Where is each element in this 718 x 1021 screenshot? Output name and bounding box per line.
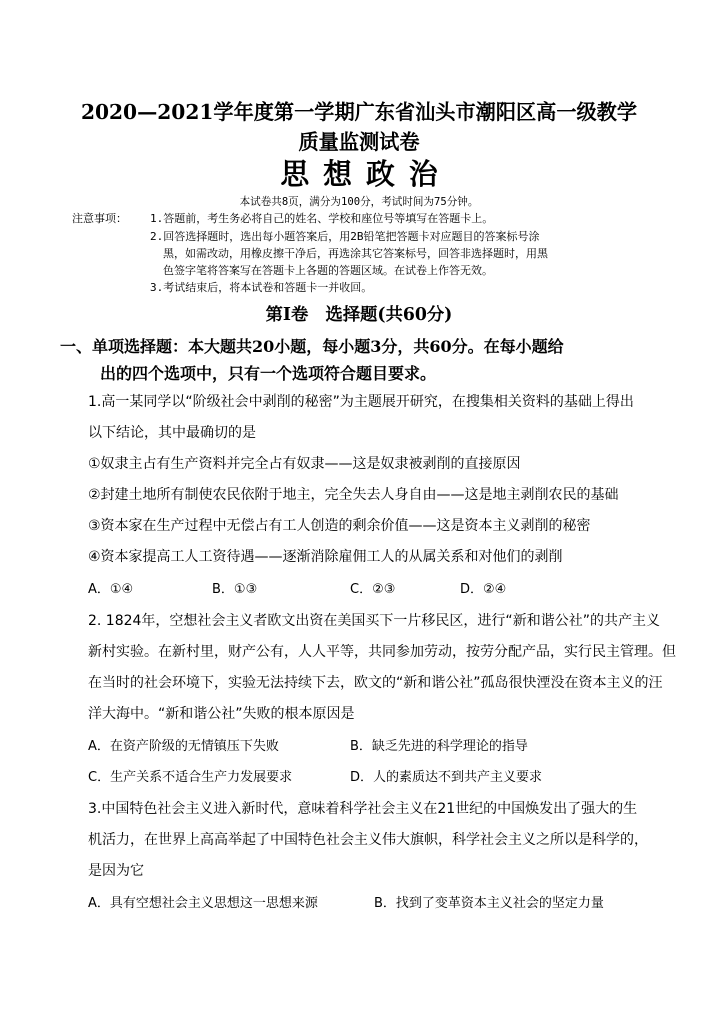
notice-line: 3.考试结束后，将本试卷和答题卡一并收回。 bbox=[150, 281, 373, 294]
question-3-option-b: B．找到了变革资本主义社会的坚定力量 bbox=[374, 896, 604, 911]
question-2-option-b: B．缺乏先进的科学理论的指导 bbox=[350, 739, 528, 754]
question-1-stem: 1.高一某同学以“阶级社会中剥削的秘密”为主题展开研究，在搜集相关资料的基础上得出 bbox=[88, 394, 634, 410]
part-one-heading: 出的四个选项中，只有一个选项符合题目要求。 bbox=[100, 364, 437, 383]
question-1-item: ④资本家提高工人工资待遇——逐渐消除雇佣工人的从属关系和对他们的剥削 bbox=[88, 549, 563, 565]
exam-info: 本试卷共8页，满分为100分，考试时间为75分钟。 bbox=[239, 196, 479, 208]
question-2-stem: 2. 1824年，空想社会主义者欧文出资在美国买下一片移民区，进行“新和谐公社”的共产主义 bbox=[88, 613, 660, 629]
question-2-stem: 在当时的社会环境下，实验无法持续下去，欧文的“新和谐公社”孤岛很快湮没在资本主义的汪 bbox=[88, 675, 663, 691]
question-2-stem: 新村实验。在新村里，财产公有，人人平等，共同参加劳动，按劳分配产品，实行民主管理。但 bbox=[88, 644, 676, 660]
notice-line: 2.回答选择题时，选出每小题答案后，用2B铅笔把答题卡对应题目的答案标号涂 bbox=[150, 230, 540, 243]
notice-label: 注意事项： bbox=[72, 212, 127, 225]
question-1-item: ②封建土地所有制使农民依附于地主，完全失去人身自由——这是地主剥削农民的基础 bbox=[88, 487, 619, 503]
section-title: 第Ⅰ卷 选择题(共60分) bbox=[265, 305, 453, 325]
exam-title-line1: 2020—2021学年度第一学期广东省汕头市潮阳区高一级教学 bbox=[80, 100, 638, 124]
question-1-item: ①奴隶主占有生产资料并完全占有奴隶——这是奴隶被剥削的直接原因 bbox=[88, 456, 521, 472]
notice-line: 色签字笔将答案写在答题卡上各题的答题区域。在试卷上作答无效。 bbox=[163, 264, 493, 277]
question-1-option-d: D．②④ bbox=[460, 582, 507, 597]
question-2-option-c: C．生产关系不适合生产力发展要求 bbox=[88, 770, 293, 785]
question-1-item: ③资本家在生产过程中无偿占有工人创造的剩余价值——这是资本主义剥削的秘密 bbox=[88, 518, 591, 534]
question-3-option-a: A．具有空想社会主义思想这一思想来源 bbox=[88, 896, 318, 911]
subject-title: 思想政治 bbox=[280, 157, 452, 191]
question-3-stem: 机活力，在世界上高高举起了中国特色社会主义伟大旗帜，科学社会主义之所以是科学的， bbox=[88, 832, 648, 848]
question-2-stem: 洋大海中。“新和谐公社”失败的根本原因是 bbox=[88, 706, 355, 722]
question-1-option-c: C．②③ bbox=[350, 582, 396, 597]
question-1-stem: 以下结论，其中最确切的是 bbox=[88, 425, 256, 441]
question-2-option-a: A．在资产阶级的无情镇压下失败 bbox=[88, 739, 279, 754]
question-3-stem: 是因为它 bbox=[88, 863, 144, 879]
notice-line: 1.答题前，考生务必将自己的姓名、学校和座位号等填写在答题卡上。 bbox=[150, 212, 494, 225]
question-1-option-a: A．①④ bbox=[88, 582, 134, 597]
notice-line: 黑，如需改动，用橡皮擦干净后，再选涂其它答案标号，回答非选择题时，用黑 bbox=[163, 247, 548, 260]
question-1-option-b: B．①③ bbox=[212, 582, 258, 597]
part-one-heading: 一、单项选择题：本大题共20小题，每小题3分，共60分。在每小题给 bbox=[60, 337, 564, 356]
question-3-stem: 3.中国特色社会主义进入新时代，意味着科学社会主义在21世纪的中国焕发出了强大的生 bbox=[88, 801, 638, 817]
exam-title-line2: 质量监测试卷 bbox=[298, 130, 420, 154]
question-2-option-d: D．人的素质达不到共产主义要求 bbox=[350, 770, 543, 785]
